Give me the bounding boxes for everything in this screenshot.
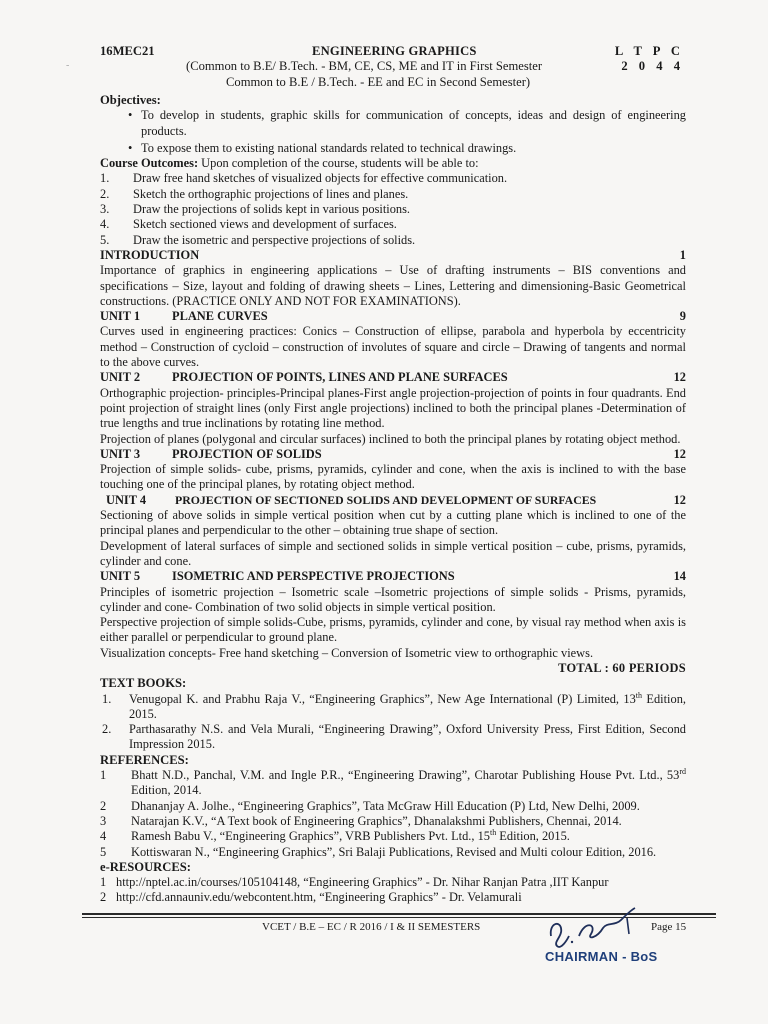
outcomes-intro-text: Upon completion of the course, students will be able to: [198, 156, 479, 171]
outcome-item [100, 171, 686, 186]
unit-paragraph: Orthographic projection- principles-Principal planes-First angle projection-projection of points in four quadrants. End point projection of straight lines (only First angle projections) inclined to both the principal planes -Determination of true lengths and true inclinations by rotating line method. [100, 385, 686, 431]
reference-text: Bhatt N.D., Panchal, V.M. and Ingle P.R., “Engineering Drawing”, Charotar Publishing House Pvt. Ltd., 53 [131, 768, 680, 783]
eresource-text: http://cfd.annauniv.edu/webcontent.htm, “Engineering Graphics” - Dr. Velamurali [116, 890, 522, 905]
unit-paragraph: Visualization concepts- Free hand sketching – Conversion of Isometric view to orthographic views. [100, 645, 594, 660]
textbooks-list [100, 692, 686, 753]
reference-text: Dhananjay A. Jolhe., “Engineering Graphics”, Tata McGraw Hill Education (P) Ltd, New Delhi, 2009. [131, 798, 640, 813]
unit-number: UNIT 5 [100, 569, 141, 584]
outcome-number: 4. [100, 217, 110, 232]
unit-number: UNIT 1 [100, 309, 141, 324]
reference-text: Kottiswaran N., “Engineering Graphics”, Sri Balaji Publications, Revised and Multi colour Edition, 2016. [131, 844, 657, 859]
reference-number: 4 [100, 829, 107, 844]
chairman-stamp: CHAIRMAN - BoS [545, 949, 658, 964]
reference-item [100, 814, 686, 829]
reference-text: Ramesh Babu V., “Engineering Graphics”, VRB Publishers Pvt. Ltd., 15 [131, 829, 490, 844]
common-to-line-1: (Common to B.E/ B.Tech. - BM, CE, CS, ME and IT in First Semester [186, 59, 543, 73]
textbook-text: Venugopal K. and Prabhu Raja V., “Engineering Graphics”, New Age International (P) Limited, 13 [129, 691, 636, 706]
unit-paragraph: Projection of simple solids- cube, prisms, pyramids, cylinder and cone, when the axis is inclined to with the base touching one of the principal planes, by rotating object method. [100, 462, 686, 492]
unit-hours: 14 [673, 569, 686, 584]
unit-title: PROJECTION OF SOLIDS [172, 446, 322, 461]
page-number: Page 15 [651, 921, 687, 933]
references-list [100, 768, 686, 860]
unit-heading [100, 569, 686, 584]
reference-number: 1 [100, 768, 107, 783]
eresources-heading: e-RESOURCES: [100, 859, 191, 874]
reference-text-end: Edition, 2014. [131, 783, 202, 798]
intro-text: Importance of graphics in engineering applications – Use of drafting instruments – BIS conventions and specifications – Size, layout and folding of drawing sheets – Lines, Lettering and dimensioning-Basic Geometrical constructions. (PRACTICE ONLY AND NOT FOR EXAMINATIONS). [100, 263, 686, 308]
reference-text-end: Edition, 2015. [496, 829, 570, 844]
outcome-text: Sketch sectioned views and development of surfaces. [133, 217, 397, 232]
references-heading: REFERENCES: [100, 752, 189, 767]
unit-number: UNIT 3 [100, 446, 141, 461]
objectives-list [100, 108, 686, 156]
ltpc-label: L T P C [614, 44, 684, 58]
textbook-text-end: Edition, 2015. [129, 691, 686, 721]
outcome-number: 5. [100, 232, 110, 247]
unit-paragraph: Curves used in engineering practices: Conics – Construction of ellipse, parabola and hyperbola by eccentricity method – Construction of cycloid – construction of involutes of square and circle – Drawing of tangents and normal to the above curves. [100, 324, 686, 370]
eresource-item [100, 875, 686, 890]
eresource-item [100, 890, 686, 905]
reference-number: 3 [100, 813, 107, 828]
unit-paragraph: Sectioning of above solids in simple vertical position when cut by a cutting plane which is inclined to one of the principal planes and perpendicular to the other – obtaining true shape of section. [100, 508, 686, 538]
outcome-number: 1. [100, 171, 110, 186]
unit-title: ISOMETRIC AND PERSPECTIVE PROJECTIONS [172, 569, 455, 584]
unit-paragraph: Perspective projection of simple solids-Cube, prisms, pyramids, cylinder and cone, by visual ray method when axis is either parallel or perpendicular to ground plane. [100, 615, 686, 645]
ltpc-values: 2 0 4 4 [621, 59, 684, 73]
objective-item: • To expose them to existing national standards related to technical drawings. [128, 141, 686, 156]
reference-number: 2 [100, 798, 107, 813]
reference-number: 5 [100, 844, 107, 859]
unit-title: PROJECTION OF POINTS, LINES AND PLANE SURFACES [172, 370, 508, 385]
outcome-number: 2. [100, 186, 110, 201]
unit-heading [100, 447, 686, 462]
unit-hours: 9 [679, 309, 686, 324]
textbook-number: 1. [102, 691, 112, 706]
unit-number: UNIT 4 [106, 492, 147, 507]
reference-item [100, 768, 686, 799]
outcome-item [100, 202, 686, 217]
reference-sup: rd [679, 767, 686, 777]
course-title: ENGINEERING GRAPHICS [312, 44, 477, 58]
reference-sup: th [489, 828, 497, 838]
intro-title: INTRODUCTION [100, 247, 200, 262]
reference-item [100, 845, 686, 860]
common-to-line-2: Common to B.E / B.Tech. - EE and EC in Second Semester) [226, 75, 531, 89]
reference-item [100, 829, 686, 844]
signature-image [545, 906, 645, 952]
textbooks-heading: TEXT BOOKS: [100, 676, 187, 691]
course-code: 16MEC21 [100, 44, 155, 58]
eresource-number: 1 [100, 875, 107, 890]
outcome-text: Draw free hand sketches of visualized objects for effective communication. [133, 171, 508, 186]
textbook-number: 2. [102, 722, 112, 737]
outcome-number: 3. [100, 202, 110, 217]
unit-title: PROJECTION OF SECTIONED SOLIDS AND DEVELOPMENT OF SURFACES [175, 492, 597, 507]
outcome-text: Draw the isometric and perspective projections of solids. [133, 232, 416, 247]
outcomes-list [100, 171, 686, 247]
unit-hours: 12 [673, 492, 686, 507]
outcome-item [100, 217, 686, 232]
eresource-text: http://nptel.ac.in/courses/105104148, “Engineering Graphics” - Dr. Nihar Ranjan Patra ,IIT Kanpur [116, 875, 609, 890]
unit-paragraph: Development of lateral surfaces of simple and sectioned solids in simple vertical position – cube, prisms, pyramids, cylinder and cone. [100, 538, 686, 568]
unit-hours: 12 [673, 370, 686, 385]
unit-paragraph: Principles of isometric projection – Isometric scale –Isometric projections of simple solids - Prisms, pyramids, cylinder and cone- Combination of two solid objects in simple vertical position. [100, 584, 686, 614]
objectives-heading: Objectives: [100, 93, 161, 107]
intro-hours: 1 [679, 247, 686, 262]
textbook-item [102, 722, 686, 753]
total-periods: TOTAL : 60 PERIODS [558, 660, 686, 675]
unit-number: UNIT 2 [100, 370, 141, 385]
margin-mark: - [66, 60, 70, 71]
reference-item [100, 799, 686, 814]
outcomes-label: Course Outcomes: [100, 156, 199, 171]
outcomes-intro [100, 156, 686, 171]
textbook-item [102, 692, 686, 723]
unit-hours: 12 [673, 446, 686, 461]
outcome-text: Draw the projections of solids kept in various positions. [133, 202, 411, 217]
unit-heading [100, 370, 686, 385]
outcome-text: Sketch the orthographic projections of lines and planes. [133, 186, 409, 201]
intro-heading [100, 248, 686, 263]
textbook-sup: th [635, 690, 643, 700]
unit-title: PLANE CURVES [172, 309, 268, 324]
textbook-text: Parthasarathy N.S. and Vela Murali, “Engineering Drawing”, Oxford University Press, First Edition, Second Impression 2015. [129, 722, 686, 752]
course-header [100, 44, 686, 106]
unit-heading [100, 309, 686, 324]
footer-text: VCET / B.E – EC / R 2016 / I & II SEMESTERS [262, 921, 481, 933]
objective-item: • To develop in students, graphic skills for communication of concepts, ideas and design of engineering products. [128, 108, 686, 139]
eresource-number: 2 [100, 890, 107, 905]
reference-text: Natarajan K.V., “A Text book of Engineering Graphics”, Dhanalakshmi Publishers, Chennai, 2014. [131, 813, 622, 828]
outcome-item [100, 187, 686, 202]
eresources-list [100, 875, 686, 906]
unit-paragraph: Projection of planes (polygonal and circular surfaces) inclined to both the principal planes by rotating object method. [100, 431, 681, 446]
unit-heading [100, 493, 686, 508]
outcome-item [100, 233, 686, 248]
syllabus-page [100, 44, 686, 906]
